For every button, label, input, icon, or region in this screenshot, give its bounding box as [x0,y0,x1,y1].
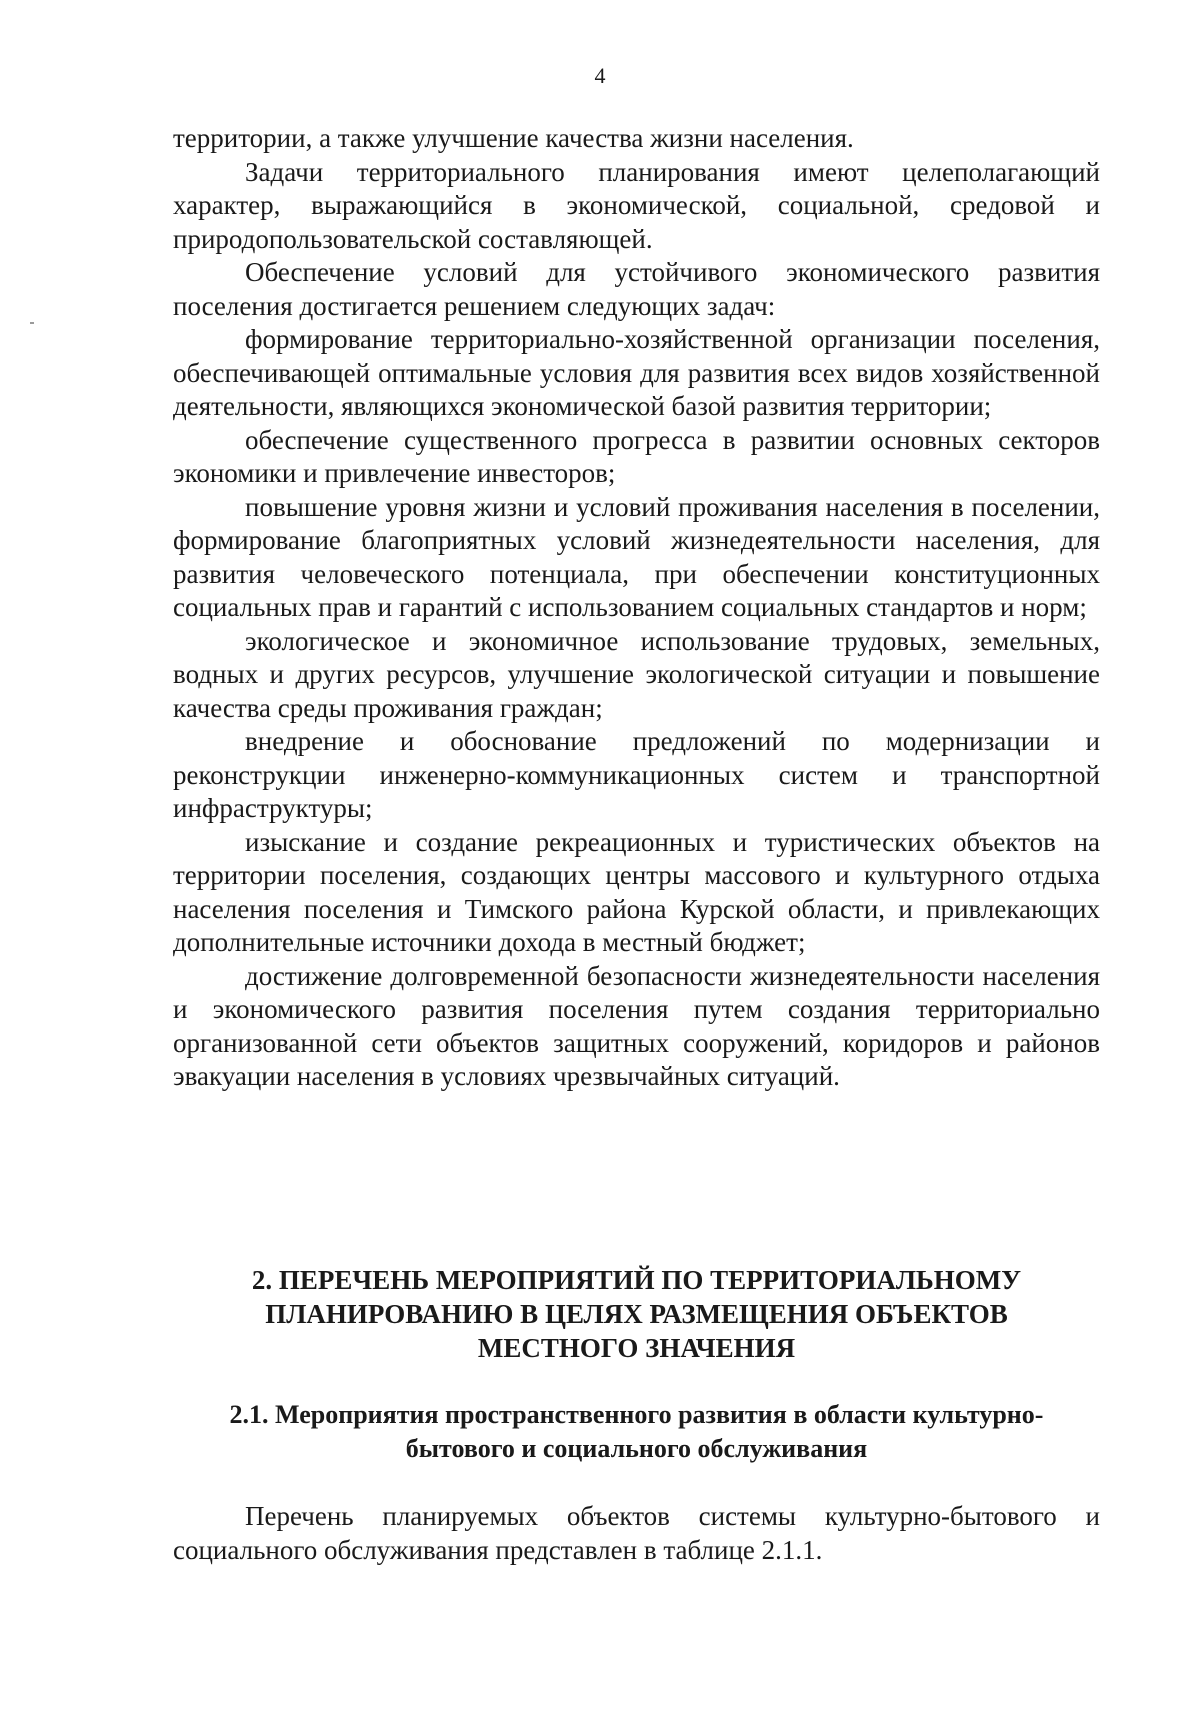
list-item-safety: достижение долговременной безопасности жизнедеятельности населения и экономического развития поселения путем создания территориально организованной сети объектов защитных сооружений, коридоров и районов эвакуации населения в условиях чрезвычайных ситуаций. [173,960,1100,1091]
section-heading [173,1263,1100,1365]
list-item-economic-progress: обеспечение существенного прогресса в развитии основных секторов экономики и привлечение инвесторов; [173,424,1100,488]
paragraph-economic-conditions: Обеспечение условий для устойчивого экономического развития поселения достигается решением следующих задач: [173,257,1100,321]
section-heading-line-2: ПЛАНИРОВАНИЮ В ЦЕЛЯХ РАЗМЕЩЕНИЯ ОБЪЕКТОВ [265,1299,1008,1329]
page-number: 4 [594,63,606,88]
scan-artifact-mark [30,322,34,324]
list-item-infrastructure: внедрение и обоснование предложений по модернизации и реконструкции инженерно-коммуникационных систем и транспортной инфраструктуры; [173,726,1100,823]
closing-text [173,1500,1100,1567]
paragraph-continuation: территории, а также улучшение качества жизни населения. [173,123,854,153]
paragraph-table-reference: Перечень планируемых объектов системы культурно-бытового и социального обслуживания представлен в таблице 2.1.1. [173,1501,1100,1565]
list-item-living-standards: повышение уровня жизни и условий проживания населения в поселении, формирование благоприятных условий жизнедеятельности населения, для развития человеческого потенциала, при обеспечении конституционных социальных прав и гарантий с использованием социальных стандартов и норм; [173,491,1100,622]
subsection-heading-line-1: 2.1. Мероприятия пространственного развития в области культурно- [229,1400,1044,1429]
section-heading-line-3: МЕСТНОГО ЗНАЧЕНИЯ [477,1333,796,1363]
subsection-heading [173,1398,1100,1466]
body-text [173,122,1100,1094]
list-item-resource-use: экологическое и экономичное использование трудовых, земельных, водных и других ресурсов, улучшение экологической ситуации и повышение качества среды проживания граждан; [173,625,1100,723]
list-item-territorial-organization: формирование территориально-хозяйственной организации поселения, обеспечивающей оптимальные условия для развития всех видов хозяйственной деятельности, являющихся экономической базой развития территории; [173,324,1100,421]
list-item-recreation: изыскание и создание рекреационных и туристических объектов на территории поселения, создающих центры массового и культурного отдыха населения поселения и Тимского района Курской области, и привлекающих дополнительные источники дохода в местный бюджет; [173,826,1100,957]
subsection-heading-line-2: бытового и социального обслуживания [405,1434,868,1463]
paragraph-planning-tasks: Задачи территориального планирования имеют целеполагающий характер, выражающийся в экономической, социальной, средовой и природопользовательской составляющей. [173,156,1100,254]
section-heading-line-1: 2. ПЕРЕЧЕНЬ МЕРОПРИЯТИЙ ПО ТЕРРИТОРИАЛЬНОМУ [251,1265,1022,1295]
